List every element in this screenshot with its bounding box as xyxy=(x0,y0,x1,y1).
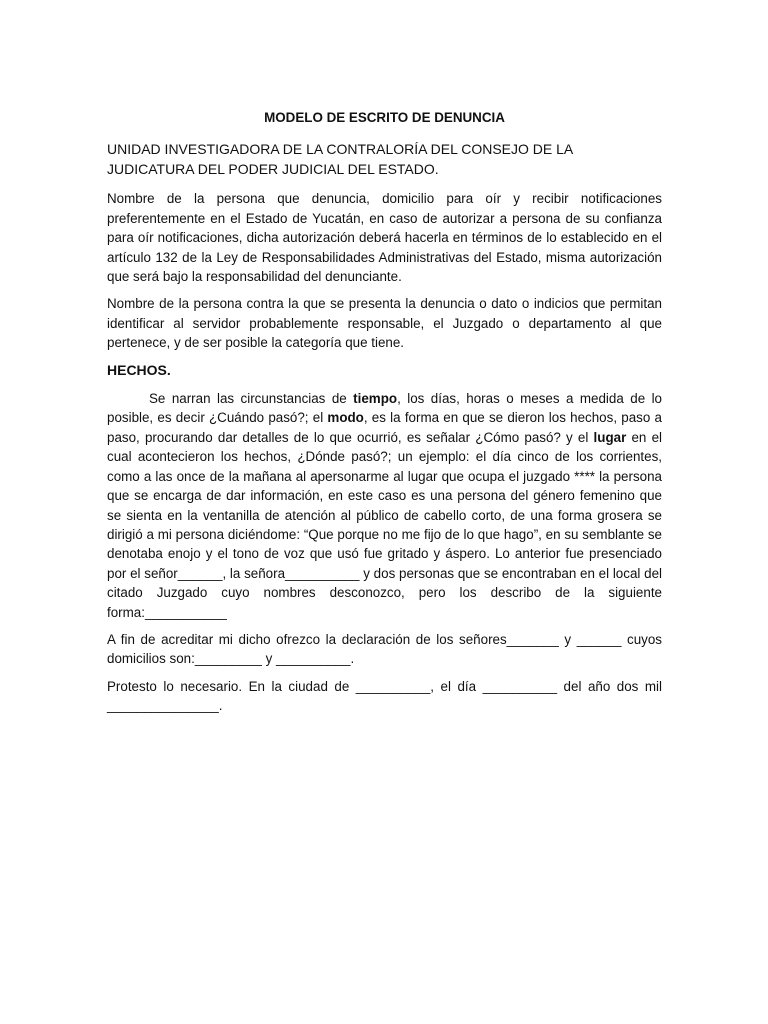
document-title: MODELO DE ESCRITO DE DENUNCIA xyxy=(264,110,505,125)
closing-paragraph: Protesto lo necesario. En la ciudad de __________, el día __________ del año dos mil _______________. xyxy=(107,678,662,714)
section-heading-hechos: HECHOS. xyxy=(107,361,171,378)
facts-paragraph xyxy=(107,389,662,622)
addressee: UNIDAD INVESTIGADORA DE LA CONTRALORÍA DEL CONSEJO DE LA JUDICATURA DEL PODER JUDICIAL DEL ESTADO. xyxy=(107,141,573,178)
facts-text-3: , es la forma en que se dieron los hechos, paso a paso, procurando dar detalles de lo que ocurrió, es señalar ¿Cómo pasó? y el xyxy=(107,410,662,445)
facts-text-4: en el cual acontecieron los hechos, ¿Dónde pasó?; un ejemplo: el día cinco de los corrientes, como a las once de la mañana al apersonarme al lugar que ocupa el juzgado **** la persona que se encarga de dar información, en este caso es una persona del género femenino que se sienta en la ventanilla de atención al público de cabello corto, de una forma grosera se dirigió a mi persona diciéndome: “Que porque no me fijo de lo que hago”, en su semblante se denotaba enojo y el tono de voz que usó fue gritado y áspero. Lo anterior fue presenciado por el señor______, la señora__________ y dos personas que se encontraban en el local del citado Juzgado cuyo nombres desconozco, pero los describo de la siguiente forma:___________ xyxy=(107,429,662,620)
document-body xyxy=(107,108,662,724)
facts-text-2: , los días, horas o meses a medida de lo posible, es decir ¿Cuándo pasó?; el xyxy=(107,391,663,426)
facts-text-1: Se narran las circunstancias de xyxy=(149,391,354,407)
facts-emphasis-modo: modo xyxy=(327,410,364,426)
accused-paragraph: Nombre de la persona contra la que se presenta la denuncia o dato o indicios que permitan identificar al servidor probablemente responsable, el Juzgado o departamento al que pertenece, y de ser posible la categoría que tiene. xyxy=(107,296,662,351)
facts-emphasis-lugar: lugar xyxy=(593,429,627,445)
witnesses-paragraph: A fin de acreditar mi dicho ofrezco la declaración de los señores_______ y ______ cuyos domicilios son:_________ y __________. xyxy=(107,631,662,667)
complainant-paragraph: Nombre de la persona que denuncia, domicilio para oír y recibir notificaciones preferentemente en el Estado de Yucatán, en caso de autorizar a persona de su confianza para oír notificaciones, dicha autorización deberá hacerla en términos de lo establecido en el artículo 132 de la Ley de Responsabilidades Administrativas del Estado, misma autorización que será bajo la responsabilidad del denunciante. xyxy=(107,191,662,285)
facts-emphasis-tiempo: tiempo xyxy=(353,391,398,407)
